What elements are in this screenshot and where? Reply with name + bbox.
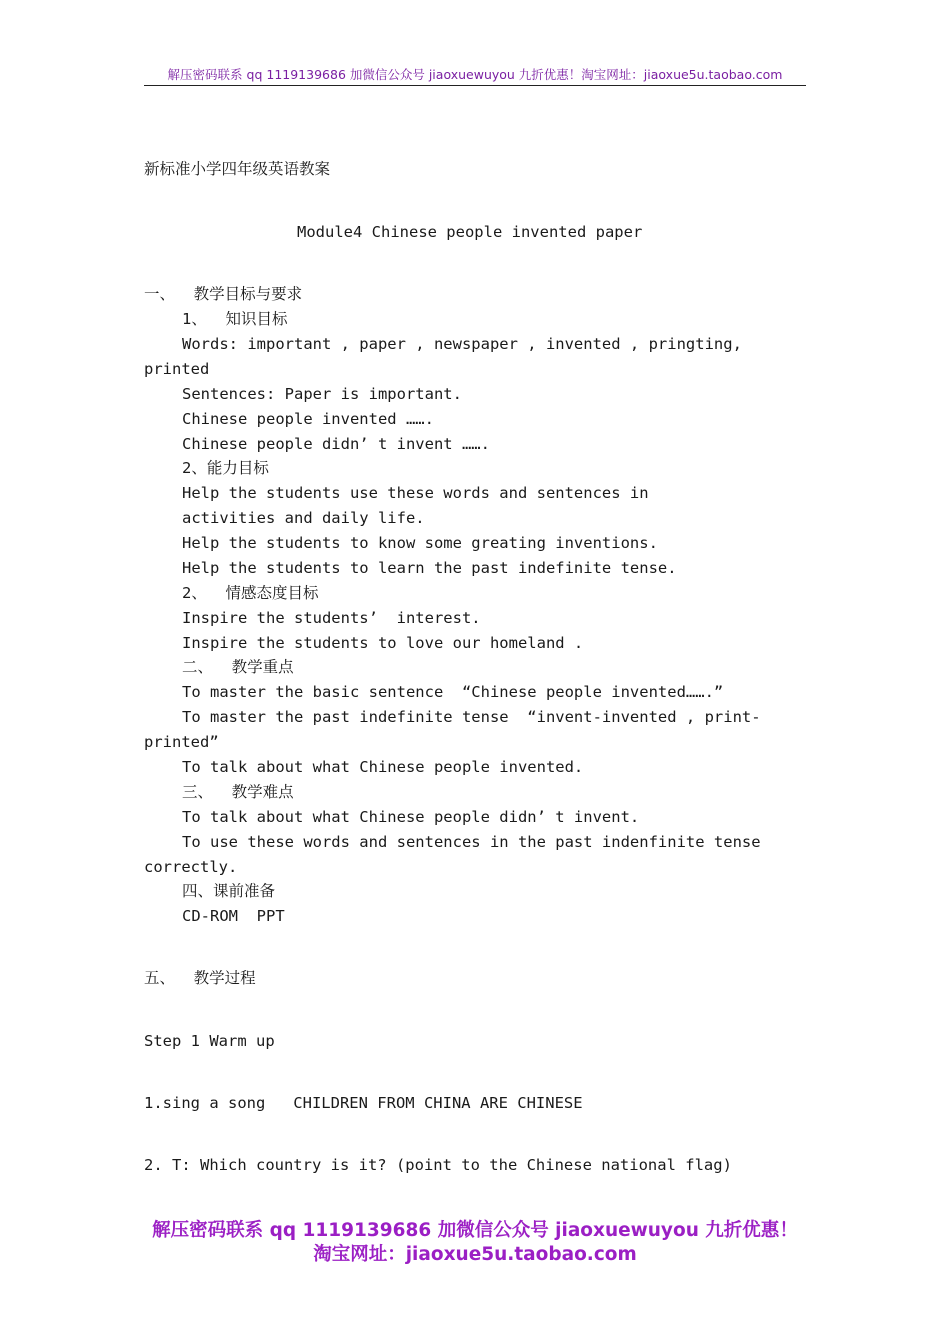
text-line: Words: important , paper , newspaper , invented , pringting,	[182, 335, 742, 353]
text-line: To talk about what Chinese people didn’ t invent.	[182, 808, 640, 826]
text-line: 2. T: Which country is it? (point to the Chinese national flag)	[144, 1156, 732, 1174]
text-line: To talk about what Chinese people invented.	[182, 758, 584, 776]
text-line: Inspire the students’ interest.	[182, 609, 481, 627]
text-line: Inspire the students to love our homeland .	[182, 634, 584, 652]
text-line: Help the students to know some greating inventions.	[182, 534, 658, 552]
text-line: Chinese people invented …….	[182, 410, 434, 428]
text-line: correctly.	[144, 858, 238, 876]
step-heading: Step 1 Warm up	[144, 1032, 275, 1050]
document-subtitle: 新标准小学四年级英语教案	[144, 160, 331, 178]
text-line: printed	[144, 360, 210, 378]
text-line: To master the basic sentence “Chinese people invented…….”	[182, 683, 724, 701]
subsection-heading: 2、 情感态度目标	[182, 584, 319, 602]
page-footer-watermark-line-1: 解压密码联系 qq 1119139686 加微信公众号 jiaoxuewuyou 九折优惠！	[152, 1220, 798, 1241]
text-line: 1.sing a song CHILDREN FROM CHINA ARE CHINESE	[144, 1094, 583, 1112]
subsection-heading: 2、能力目标	[182, 459, 269, 477]
text-line: printed”	[144, 733, 219, 751]
text-line: To master the past indefinite tense “invent-invented , print-	[182, 708, 761, 726]
section-heading-4: 四、课前准备	[182, 882, 276, 900]
section-heading-2: 二、 教学重点	[182, 658, 294, 676]
document-title: Module4 Chinese people invented paper	[297, 223, 643, 241]
text-line: activities and daily life.	[182, 509, 425, 527]
page-footer-watermark-line-2: 淘宝网址：jiaoxue5u.taobao.com	[313, 1244, 637, 1265]
text-line: CD-ROM PPT	[182, 907, 285, 925]
section-heading-3: 三、 教学难点	[182, 783, 294, 801]
page-header-watermark: 解压密码联系 qq 1119139686 加微信公众号 jiaoxuewuyou 九折优惠！淘宝网址：jiaoxue5u.taobao.com	[144, 66, 806, 86]
section-heading-5: 五、 教学过程	[144, 969, 256, 987]
text-line: To use these words and sentences in the past indenfinite tense	[182, 833, 761, 851]
text-line: Sentences: Paper is important.	[182, 385, 462, 403]
text-line: Help the students to learn the past indefinite tense.	[182, 559, 677, 577]
text-line: Chinese people didn’ t invent …….	[182, 435, 490, 453]
text-line: Help the students use these words and sentences in	[182, 484, 649, 502]
subsection-heading: 1、 知识目标	[182, 310, 288, 328]
section-heading-1: 一、 教学目标与要求	[144, 285, 303, 303]
